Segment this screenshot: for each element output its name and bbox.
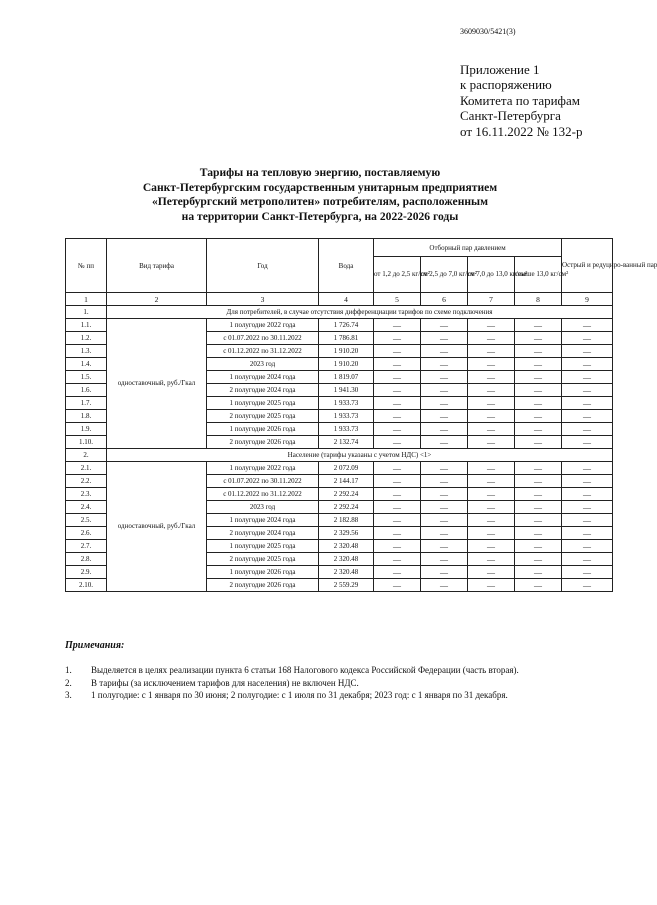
row-number: 2.3. [66, 488, 107, 501]
empty-value-dash: — [374, 384, 421, 397]
section-number: 1. [66, 306, 107, 319]
period-cell: 2023 год [207, 501, 319, 514]
empty-value-dash: — [562, 501, 613, 514]
empty-value-dash: — [468, 514, 515, 527]
note-number: 2. [65, 677, 72, 688]
appendix-line: Комитета по тарифам [460, 92, 580, 108]
empty-value-dash: — [468, 397, 515, 410]
empty-value-dash: — [374, 514, 421, 527]
header-num: № пп [66, 239, 107, 293]
notes-title: Примечания: [65, 640, 125, 651]
empty-value-dash: — [421, 540, 468, 553]
header-water: Вода [319, 239, 374, 293]
period-cell: с 01.12.2022 по 31.12.2022 [207, 488, 319, 501]
empty-value-dash: — [374, 488, 421, 501]
empty-value-dash: — [515, 566, 562, 579]
empty-value-dash: — [562, 384, 613, 397]
row-number: 1.2. [66, 332, 107, 345]
empty-value-dash: — [562, 358, 613, 371]
column-number: 1 [66, 293, 107, 306]
empty-value-dash: — [515, 410, 562, 423]
empty-value-dash: — [468, 475, 515, 488]
empty-value-dash: — [562, 475, 613, 488]
note-item [65, 664, 519, 677]
period-cell: 1 полугодие 2024 года [207, 514, 319, 527]
appendix-block [460, 62, 583, 139]
water-tariff: 1 819.07 [319, 371, 374, 384]
row-number: 2.1. [66, 462, 107, 475]
section-number: 2. [66, 449, 107, 462]
empty-value-dash: — [421, 371, 468, 384]
appendix-line: Санкт-Петербурга [460, 108, 561, 124]
document-title [100, 166, 540, 224]
empty-value-dash: — [468, 384, 515, 397]
empty-value-dash: — [374, 332, 421, 345]
empty-value-dash: — [421, 475, 468, 488]
empty-value-dash: — [374, 579, 421, 592]
empty-value-dash: — [515, 332, 562, 345]
empty-value-dash: — [421, 436, 468, 449]
empty-value-dash: — [468, 527, 515, 540]
period-cell: 2 полугодие 2025 года [207, 410, 319, 423]
row-number: 1.5. [66, 371, 107, 384]
row-number: 1.9. [66, 423, 107, 436]
empty-value-dash: — [421, 514, 468, 527]
header-pressure-1: от 1,2 до 2,5 кг/см² [374, 257, 421, 293]
note-number: 3. [65, 690, 72, 700]
empty-value-dash: — [374, 410, 421, 423]
period-cell: 2 полугодие 2026 года [207, 436, 319, 449]
water-tariff: 2 329.56 [319, 527, 374, 540]
empty-value-dash: — [515, 384, 562, 397]
column-number: 3 [207, 293, 319, 306]
empty-value-dash: — [468, 319, 515, 332]
empty-value-dash: — [515, 319, 562, 332]
empty-value-dash: — [562, 566, 613, 579]
empty-value-dash: — [468, 579, 515, 592]
empty-value-dash: — [515, 553, 562, 566]
empty-value-dash: — [515, 579, 562, 592]
water-tariff: 1 910.20 [319, 345, 374, 358]
empty-value-dash: — [374, 345, 421, 358]
header-year: Год [207, 239, 319, 293]
header-sharp-steam: Острый и редуциро-ванный пар [562, 239, 613, 293]
empty-value-dash: — [562, 397, 613, 410]
empty-value-dash: — [374, 436, 421, 449]
period-cell: 2023 год [207, 358, 319, 371]
title-line: Тарифы на тепловую энергию, поставляемую [199, 166, 441, 179]
water-tariff: 1 910.20 [319, 358, 374, 371]
empty-value-dash: — [468, 488, 515, 501]
empty-value-dash: — [421, 332, 468, 345]
empty-value-dash: — [562, 527, 613, 540]
empty-value-dash: — [374, 371, 421, 384]
period-cell: 1 полугодие 2025 года [207, 397, 319, 410]
empty-value-dash: — [374, 501, 421, 514]
period-cell: 2 полугодие 2024 года [207, 384, 319, 397]
water-tariff: 1 933.73 [319, 397, 374, 410]
header-kind: Вид тарифа [107, 239, 207, 293]
empty-value-dash: — [421, 410, 468, 423]
empty-value-dash: — [515, 358, 562, 371]
empty-value-dash: — [562, 345, 613, 358]
appendix-line: Приложение 1 [460, 62, 540, 77]
row-number: 2.4. [66, 501, 107, 514]
empty-value-dash: — [562, 514, 613, 527]
empty-value-dash: — [374, 553, 421, 566]
water-tariff: 2 132.74 [319, 436, 374, 449]
empty-value-dash: — [421, 384, 468, 397]
note-text: Выделяется в целях реализации пункта 6 статьи 168 Налогового кодекса Российской Федерации (часть вторая). [91, 665, 519, 675]
row-number: 1.10. [66, 436, 107, 449]
note-item [65, 677, 519, 690]
empty-value-dash: — [515, 423, 562, 436]
appendix-line: к распоряжению [460, 77, 552, 93]
empty-value-dash: — [515, 540, 562, 553]
empty-value-dash: — [468, 540, 515, 553]
tariff-kind: одноставочный, руб./Гкал [107, 462, 207, 592]
column-number: 2 [107, 293, 207, 306]
empty-value-dash: — [374, 423, 421, 436]
period-cell: с 01.07.2022 по 30.11.2022 [207, 475, 319, 488]
appendix-line: от 16.11.2022 № 132-р [460, 123, 583, 139]
water-tariff: 2 320.48 [319, 566, 374, 579]
empty-value-dash: — [515, 514, 562, 527]
section-row [66, 449, 613, 462]
empty-value-dash: — [562, 579, 613, 592]
row-number: 1.7. [66, 397, 107, 410]
column-number: 8 [515, 293, 562, 306]
water-tariff: 2 292.24 [319, 488, 374, 501]
period-cell: 1 полугодие 2026 года [207, 566, 319, 579]
column-numbers-row [66, 293, 613, 306]
period-cell: 1 полугодие 2022 года [207, 319, 319, 332]
table-row [66, 462, 613, 475]
empty-value-dash: — [515, 475, 562, 488]
empty-value-dash: — [562, 371, 613, 384]
empty-value-dash: — [421, 397, 468, 410]
column-number: 9 [562, 293, 613, 306]
empty-value-dash: — [515, 462, 562, 475]
note-text: В тарифы (за исключением тарифов для населения) не включен НДС. [91, 677, 359, 688]
empty-value-dash: — [468, 553, 515, 566]
section-row [66, 306, 613, 319]
empty-value-dash: — [562, 462, 613, 475]
period-cell: с 01.07.2022 по 30.11.2022 [207, 332, 319, 345]
row-number: 1.6. [66, 384, 107, 397]
empty-value-dash: — [468, 566, 515, 579]
empty-value-dash: — [374, 475, 421, 488]
empty-value-dash: — [562, 488, 613, 501]
empty-value-dash: — [562, 332, 613, 345]
document-number: 3609030/5421(3) [460, 27, 516, 36]
column-number: 7 [468, 293, 515, 306]
title-line: Санкт-Петербургским государственным унитарным предприятием [142, 180, 498, 194]
water-tariff: 1 933.73 [319, 410, 374, 423]
water-tariff: 2 320.48 [319, 540, 374, 553]
empty-value-dash: — [421, 319, 468, 332]
water-tariff: 2 144.17 [319, 475, 374, 488]
notes-list [65, 664, 519, 702]
period-cell: 1 полугодие 2022 года [207, 462, 319, 475]
tariff-kind: одноставочный, руб./Гкал [107, 319, 207, 449]
empty-value-dash: — [468, 423, 515, 436]
section-title: Население (тарифы указаны с учетом НДС) <1> [107, 449, 613, 462]
water-tariff: 1 941.30 [319, 384, 374, 397]
period-cell: с 01.12.2022 по 31.12.2022 [207, 345, 319, 358]
empty-value-dash: — [562, 553, 613, 566]
header-steam-group: Отборный пар давлением [374, 239, 562, 257]
water-tariff: 2 072.09 [319, 462, 374, 475]
water-tariff: 1 786.81 [319, 332, 374, 345]
title-line: «Петербургский метрополитен» потребителям, расположенным [151, 195, 489, 208]
empty-value-dash: — [562, 319, 613, 332]
empty-value-dash: — [374, 358, 421, 371]
empty-value-dash: — [421, 553, 468, 566]
empty-value-dash: — [515, 488, 562, 501]
row-number: 2.6. [66, 527, 107, 540]
water-tariff: 1 933.73 [319, 423, 374, 436]
empty-value-dash: — [421, 488, 468, 501]
tariff-table [65, 238, 657, 592]
header-pressure-2: от 2,5 до 7,0 кг/см² [421, 257, 468, 293]
empty-value-dash: — [468, 410, 515, 423]
empty-value-dash: — [374, 319, 421, 332]
empty-value-dash: — [468, 345, 515, 358]
empty-value-dash: — [468, 462, 515, 475]
row-number: 2.5. [66, 514, 107, 527]
empty-value-dash: — [421, 345, 468, 358]
period-cell: 2 полугодие 2025 года [207, 553, 319, 566]
empty-value-dash: — [468, 358, 515, 371]
water-tariff: 2 182.88 [319, 514, 374, 527]
water-tariff: 2 292.24 [319, 501, 374, 514]
water-tariff: 1 726.74 [319, 319, 374, 332]
period-cell: 2 полугодие 2024 года [207, 527, 319, 540]
period-cell: 1 полугодие 2024 года [207, 371, 319, 384]
row-number: 1.4. [66, 358, 107, 371]
note-text: 1 полугодие: с 1 января по 30 июня; 2 полугодие: с 1 июля по 31 декабря; 2023 год: с 1 января по 31 декабря. [91, 690, 508, 700]
row-number: 2.8. [66, 553, 107, 566]
empty-value-dash: — [468, 436, 515, 449]
title-line: на территории Санкт-Петербурга, на 2022-2026 годы [181, 209, 459, 223]
empty-value-dash: — [515, 397, 562, 410]
row-number: 2.10. [66, 579, 107, 592]
empty-value-dash: — [374, 397, 421, 410]
empty-value-dash: — [562, 410, 613, 423]
empty-value-dash: — [421, 423, 468, 436]
empty-value-dash: — [374, 566, 421, 579]
empty-value-dash: — [515, 345, 562, 358]
section-title: Для потребителей, в случае отсутствия дифференциации тарифов по схеме подключения [107, 306, 613, 319]
row-number: 2.9. [66, 566, 107, 579]
empty-value-dash: — [562, 540, 613, 553]
empty-value-dash: — [374, 540, 421, 553]
period-cell: 1 полугодие 2026 года [207, 423, 319, 436]
note-item [65, 689, 519, 702]
column-number: 6 [421, 293, 468, 306]
empty-value-dash: — [468, 332, 515, 345]
empty-value-dash: — [468, 501, 515, 514]
header-pressure-3: от 7,0 до 13,0 кг/см² [468, 257, 515, 293]
water-tariff: 2 559.29 [319, 579, 374, 592]
empty-value-dash: — [562, 436, 613, 449]
header-pressure-4: свыше 13,0 кг/см² [515, 257, 562, 293]
note-number: 1. [65, 665, 72, 675]
empty-value-dash: — [515, 371, 562, 384]
empty-value-dash: — [515, 501, 562, 514]
water-tariff: 2 320.48 [319, 553, 374, 566]
empty-value-dash: — [421, 527, 468, 540]
empty-value-dash: — [374, 527, 421, 540]
empty-value-dash: — [421, 358, 468, 371]
row-number: 1.8. [66, 410, 107, 423]
empty-value-dash: — [421, 566, 468, 579]
empty-value-dash: — [421, 501, 468, 514]
empty-value-dash: — [515, 527, 562, 540]
empty-value-dash: — [374, 462, 421, 475]
row-number: 1.1. [66, 319, 107, 332]
column-number: 4 [319, 293, 374, 306]
empty-value-dash: — [562, 423, 613, 436]
empty-value-dash: — [421, 579, 468, 592]
empty-value-dash: — [468, 371, 515, 384]
row-number: 1.3. [66, 345, 107, 358]
row-number: 2.7. [66, 540, 107, 553]
period-cell: 2 полугодие 2026 года [207, 579, 319, 592]
table-row [66, 319, 613, 332]
empty-value-dash: — [421, 462, 468, 475]
period-cell: 1 полугодие 2025 года [207, 540, 319, 553]
empty-value-dash: — [515, 436, 562, 449]
column-number: 5 [374, 293, 421, 306]
row-number: 2.2. [66, 475, 107, 488]
